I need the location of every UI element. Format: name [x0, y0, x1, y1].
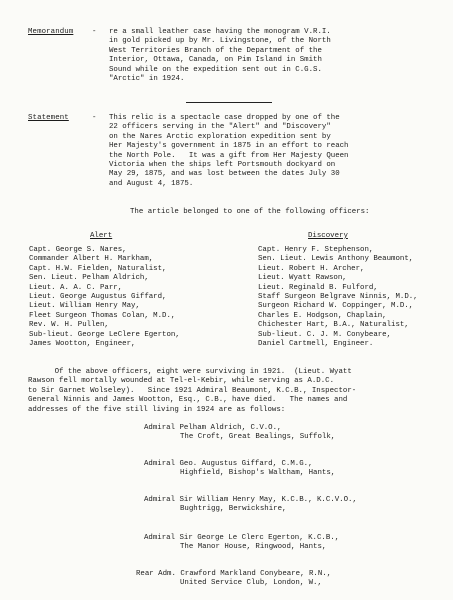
- alert-officer: Sub-lieut. George LeClere Egerton,: [29, 330, 180, 339]
- discovery-officer: Lieut. Robert H. Archer,: [258, 264, 365, 273]
- survivors-line: Of the above officers, eight were surviving in 1921. (Lieut. Wyatt: [28, 368, 352, 376]
- alert-officer: James Wootton, Engineer,: [29, 340, 136, 349]
- statement-text: [109, 114, 434, 189]
- address-place: The Croft, Great Bealings, Suffolk,: [180, 433, 336, 442]
- statement-line: the North Pole. It was a gift from Her Majesty Queen: [109, 151, 349, 160]
- memorandum-line: "Arctic" in 1924.: [109, 75, 185, 84]
- address-entry: [144, 460, 453, 479]
- alert-officer: Rev. W. H. Pullen,: [29, 321, 109, 330]
- statement-line: May 29, 1875, and was lost between the dates July 30: [109, 170, 340, 179]
- discovery-officer: Charles E. Hodgson, Chaplain,: [258, 311, 387, 320]
- statement-line: on the Nares Arctic exploration expedition sent by: [109, 132, 331, 141]
- memorandum-line: Interior, Ottawa, Canada, on Pim Island in Smith: [109, 56, 322, 65]
- statement-dash: -: [92, 114, 97, 122]
- alert-officer: Sen. Lieut. Pelham Aldrich,: [29, 274, 149, 283]
- alert-officer: Commander Albert H. Markham,: [29, 255, 154, 264]
- survivors-line: Rawson fell mortally wounded at Tel-el-Kebir, while serving as A.D.C.: [28, 377, 335, 386]
- statement-line: 22 officers serving in the "Alert" and "Discovery": [109, 123, 331, 132]
- memorandum-label: Memorandum: [28, 28, 74, 36]
- alert-heading: Alert: [90, 232, 113, 240]
- discovery-officer: Staff Surgeon Belgrave Ninnis, M.D.,: [258, 293, 418, 302]
- discovery-officer: Lieut. Reginald B. Fulford,: [258, 283, 378, 292]
- memorandum-line: Sound while on the expedition sent out in C.G.S.: [109, 65, 322, 74]
- address-entry: [144, 496, 453, 515]
- memorandum-line: re a small leather case having the monogram V.R.I.: [109, 28, 331, 36]
- alert-officer: Lieut. George Augustus Giffard,: [29, 293, 167, 302]
- address-place: Highfield, Bishop's Waltham, Hants,: [180, 469, 336, 478]
- survivors-line: General Ninnis and James Wootton, Esq., C.B., have died. The names and: [28, 396, 348, 405]
- survivors-paragraph: [28, 368, 448, 415]
- discovery-officer: Surgeon Richard W. Coppinger, M.D.,: [258, 302, 414, 311]
- discovery-officer: Sub-lieut. C. J. M. Conybeare,: [258, 330, 392, 339]
- address-place: Bughtrigg, Berwickshire,: [180, 505, 287, 514]
- discovery-officers-list: [258, 246, 448, 349]
- alert-officers-list: [29, 246, 249, 349]
- discovery-officer: Daniel Cartmell, Engineer.: [258, 340, 374, 349]
- memorandum-dash: -: [92, 28, 97, 36]
- alert-officer: Capt. George S. Nares,: [29, 246, 127, 254]
- memorandum-line: West Territories Branch of the Department of the: [109, 46, 322, 55]
- address-name: Admiral Geo. Augustus Giffard, C.M.G.,: [144, 460, 313, 468]
- discovery-officer: Capt. Henry F. Stephenson,: [258, 246, 374, 254]
- address-place: United Service Club, London, W.,: [180, 579, 322, 588]
- discovery-officer: Lieut. Wyatt Rawson,: [258, 274, 347, 283]
- discovery-officer: Sen. Lieut. Lewis Anthony Beaumont,: [258, 255, 414, 264]
- alert-officer: Lieut. A. A. C. Parr,: [29, 283, 123, 292]
- section-divider: [186, 102, 272, 103]
- survivors-line: addresses of the five still living in 1924 are as follows:: [28, 405, 286, 414]
- alert-officer: Lieut. William Henry May,: [29, 302, 140, 311]
- belonged-line: The article belonged to one of the following officers:: [130, 208, 370, 216]
- address-name: Rear Adm. Crawford Markland Conybeare, R.N.,: [136, 570, 332, 578]
- address-place: The Manor House, Ringwood, Hants,: [180, 543, 327, 552]
- memorandum-line: in gold picked up by Mr. Livingstone, of the North: [109, 37, 331, 46]
- memorandum-text: [109, 28, 434, 84]
- address-name: Admiral Sir George Le Clerc Egerton, K.C.B.,: [144, 534, 340, 542]
- alert-officer: Fleet Surgeon Thomas Colan, M.D.,: [29, 311, 176, 320]
- address-entry: [136, 570, 453, 589]
- address-entry: [144, 534, 453, 553]
- statement-line: This relic is a spectacle case dropped by one of the: [109, 114, 340, 122]
- address-entry: [144, 424, 453, 443]
- discovery-heading: Discovery: [308, 232, 348, 240]
- alert-officer: Capt. H.W. Fielden, Naturalist,: [29, 264, 167, 273]
- discovery-officer: Chichester Hart, B.A., Naturalist,: [258, 321, 409, 330]
- statement-label: Statement: [28, 114, 69, 122]
- statement-line: and August 4, 1875.: [109, 179, 194, 188]
- address-name: Admiral Sir William Henry May, K.C.B., K.C.V.O.,: [144, 496, 357, 504]
- statement-line: Victoria when the ships left Portsmouth dockyard on: [109, 161, 336, 170]
- address-name: Admiral Pelham Aldrich, C.V.O.,: [144, 424, 282, 432]
- statement-line: Her Majesty's government in 1875 in an effort to reach: [109, 142, 349, 151]
- survivors-line: to Sir Garnet Wolseley). Since 1921 Admiral Beaumont, K.C.B., Inspector-: [28, 386, 357, 395]
